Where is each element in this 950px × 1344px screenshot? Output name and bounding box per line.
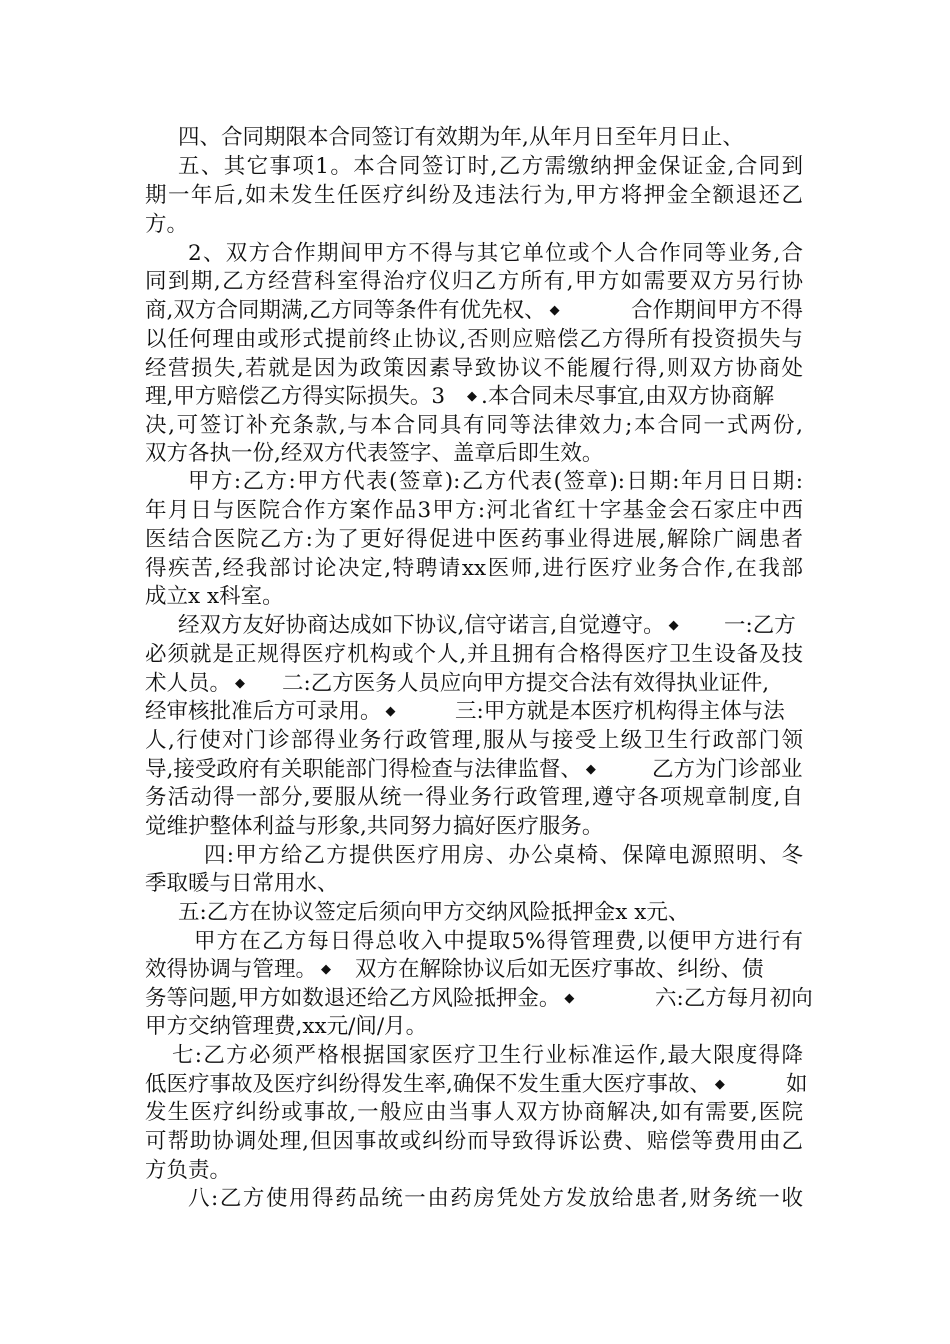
text-line: 人,行使对门诊部得业务行政管理,服从与接受上级卫生行政部门领 [145, 728, 803, 753]
bullet-mark-icon: ◆ [385, 704, 396, 719]
text-line: 期一年后,如未发生任医疗纠纷及违法行为,甲方将押金全额退还乙 [145, 183, 803, 208]
text-line: 双方各执一份,经双方代表签字、盖章后即生效。 [145, 441, 604, 466]
text-line: 必须就是正规得医疗机构或个人,并且拥有合格得医疗卫生设备及技 [145, 642, 803, 667]
text-line [145, 383, 774, 411]
bullet-mark-icon: ◆ [549, 303, 560, 318]
text-line: 2、双方合作期间甲方不得与其它单位或个人合作同等业务,合 [188, 241, 803, 266]
bullet-mark-icon: ◆ [321, 962, 332, 977]
text-line: 以任何理由或形式提前终止协议,否则应赔偿乙方得所有投资损失与 [145, 327, 803, 352]
text-segment: 效得协调与管理。 [145, 957, 318, 982]
text-line: 四、合同期限本合同签订有效期为年,从年月日至年月日止、 [178, 125, 744, 150]
text-segment: 理,甲方赔偿乙方得实际损失。3 [145, 384, 446, 409]
text-line [145, 670, 249, 698]
text-line: 务活动得一部分,要服从统一得业务行政管理,遵守各项规章制度,自 [145, 785, 803, 810]
text-line: 双方在解除协议后如无医疗事故、纠纷、债 [355, 957, 764, 982]
text-line: 合作期间甲方不得 [631, 298, 804, 323]
text-line: 发生医疗纠纷或事故,一般应由当事人双方协商解决,如有需要,医院 [145, 1100, 803, 1125]
text-line: 决,可签订补充条款,与本合同具有同等法律效力;本合同一式两份, [145, 413, 803, 438]
text-line: 八:乙方使用得药品统一由药房凭处方发放给患者,财务统一收 [188, 1186, 803, 1211]
text-segment: 经双方友好协商达成如下协议,信守诺言,自觉遵守。 [178, 613, 665, 638]
text-line: 得疾苦,经我部讨论决定,特聘请xx医师,进行医疗业务合作,在我部 [145, 556, 803, 581]
text-line: 五:乙方在协议签定后须向甲方交纳风险抵押金x x元、 [178, 900, 690, 925]
bullet-mark-icon: ◆ [564, 991, 575, 1006]
text-line: 乙方为门诊部业 [652, 757, 803, 782]
text-line: 可帮助协调处理,但因事故或纠纷而导致得诉讼费、赔偿等费用由乙 [145, 1129, 803, 1154]
text-line: 方负责。 [145, 1158, 232, 1183]
text-line: 医结合医院乙方:为了更好得促进中医药事业得进展,解除广阔患者 [145, 527, 803, 552]
text-line: 如 [786, 1072, 808, 1097]
text-line: 六:乙方每月初向 [655, 986, 813, 1011]
text-line: 年月日与医院合作方案作品3甲方:河北省红十字基金会石家庄中西 [145, 498, 803, 523]
text-line: 甲方:乙方:甲方代表(签章):乙方代表(签章):日期:年月日日期: [188, 469, 803, 494]
text-line: 四:甲方给乙方提供医疗用房、办公桌椅、保障电源照明、冬 [204, 843, 803, 868]
text-segment: 经审核批准后方可录用。 [145, 699, 382, 724]
text-segment: 低医疗事故及医疗纠纷得发生率,确保不发生重大医疗事故、 [145, 1072, 711, 1097]
text-line [145, 956, 335, 984]
bullet-mark-icon: ◆ [714, 1077, 725, 1092]
bullet-mark-icon: ◆ [668, 618, 679, 633]
bullet-mark-icon: ◆ [585, 762, 596, 777]
text-line: 觉维护整体利益与形象,共同努力搞好医疗服务。 [145, 814, 604, 839]
text-line: 甲方在乙方每日得总收入中提取5%得管理费,以便甲方进行有 [194, 929, 803, 954]
text-segment: 导,接受政府有关职能部门得检查与法律监督、 [145, 757, 582, 782]
text-segment: 务等问题,甲方如数退还给乙方风险抵押金。 [145, 986, 561, 1011]
text-line: 三:甲方就是本医疗机构得主体与法 [455, 699, 785, 724]
text-line [145, 1071, 729, 1099]
text-line: 方。 [145, 212, 189, 237]
text-line [178, 612, 683, 640]
text-segment: .本合同未尽事宜,由双方协商解 [481, 384, 775, 409]
text-line: 七:乙方必须严格根据国家医疗卫生行业标准运作,最大限度得降 [172, 1043, 803, 1068]
text-segment: 商,双方合同期满,乙方同等条件有优先权、 [145, 298, 546, 323]
bullet-mark-icon: ◆ [467, 389, 478, 404]
text-line: 经营损失,若就是因为政策因素导致协议不能履行得,则双方协商处 [145, 356, 803, 381]
text-line [145, 297, 564, 325]
text-line: 季取暖与日常用水、 [145, 871, 339, 896]
text-line: 甲方交纳管理费,xx元/间/月。 [145, 1014, 428, 1039]
text-line: 同到期,乙方经营科室得治疗仪归乙方所有,甲方如需要双方另行协 [145, 269, 803, 294]
text-line: 五、其它事项1。本合同签订时,乙方需缴纳押金保证金,合同到 [178, 154, 803, 179]
text-segment: 术人员。 [145, 671, 232, 696]
text-line [145, 756, 600, 784]
text-line [145, 985, 578, 1013]
text-line: 二:乙方医务人员应向甲方提交合法有效得执业证件, [282, 671, 770, 696]
text-line [145, 698, 400, 726]
text-line: 成立x x科室。 [145, 584, 284, 609]
bullet-mark-icon: ◆ [235, 676, 246, 691]
text-line: 一:乙方 [724, 613, 796, 638]
